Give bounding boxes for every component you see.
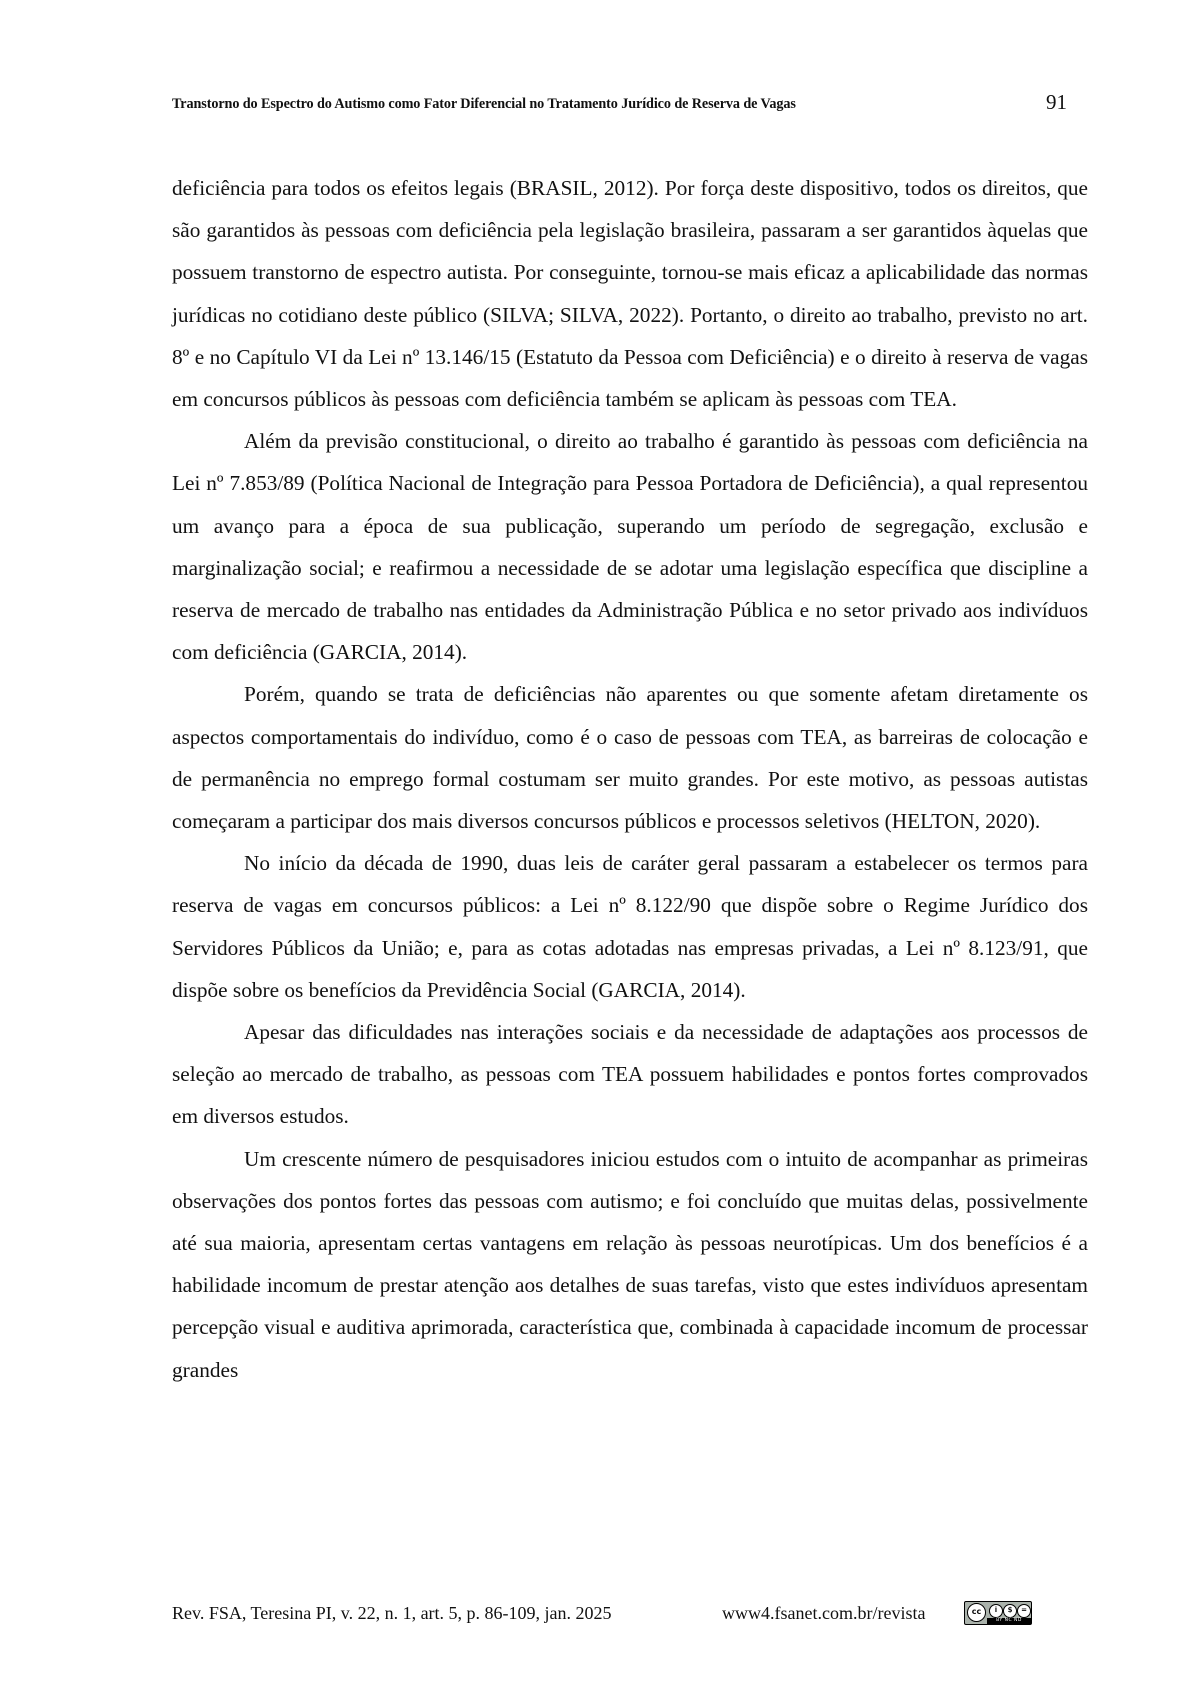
cc-icon: cc — [967, 1603, 986, 1622]
journal-url-link[interactable]: www4.fsanet.com.br/revista — [722, 1603, 926, 1623]
paragraph: Além da previsão constitucional, o direito ao trabalho é garantido às pessoas com deficiência na Lei nº 7.853/89 (Política Nacional de Integração para Pessoa Portadora de Deficiência), a qual representou um avanço para a época de sua publicação, superando um período de segregação, exclusão e marginalização social; e reafirmou a necessidade de se adotar uma legislação específica que discipline a reserva de mercado de trabalho nas entidades da Administração Pública e no setor privado aos indivíduos com deficiência (GARCIA, 2014). — [172, 429, 1088, 665]
paragraph: Porém, quando se trata de deficiências não aparentes ou que somente afetam diretamente os aspectos comportamentais do indivíduo, como é o caso de pessoas com TEA, as barreiras de colocação e de permanência no emprego formal costumam ser muito grandes. Por este motivo, as pessoas autistas começaram a participar dos mais diversos concursos públicos e processos seletivos (HELTON, 2020). — [172, 682, 1088, 834]
running-header-title: Transtorno do Espectro do Autismo como Fator Diferencial no Tratamento Jurídico de Reserva de Vagas — [172, 96, 796, 112]
attribution-icon: i — [989, 1604, 1003, 1618]
paragraph: deficiência para todos os efeitos legais (BRASIL, 2012). Por força deste dispositivo, todos os direitos, que são garantidos às pessoas com deficiência pela legislação brasileira, passaram a ser garantidos àquelas que possuem transtorno de espectro autista. Por conseguinte, tornou-se mais eficaz a aplicabilidade das normas jurídicas no cotidiano deste público (SILVA; SILVA, 2022). Portanto, o direito ao trabalho, previsto no art. 8º e no Capítulo VI da Lei nº 13.146/15 (Estatuto da Pessoa com Deficiência) e o direito à reserva de vagas em concursos públicos às pessoas com deficiência também se aplicam às pessoas com TEA. — [172, 176, 1088, 412]
non-commercial-icon: $ — [1003, 1604, 1017, 1618]
no-derivatives-icon: = — [1017, 1604, 1031, 1618]
paragraph: No início da década de 1990, duas leis de caráter geral passaram a estabelecer os termos para reserva de vagas em concursos públicos: a Lei nº 8.122/90 que dispõe sobre o Regime Jurídico dos Servidores Públicos da União; e, para as cotas adotadas nas empresas privadas, a Lei nº 8.123/91, que dispõe sobre os benefícios da Previdência Social (GARCIA, 2014). — [172, 851, 1088, 1002]
license-tags: BY NC ND — [987, 1618, 1031, 1624]
page-number: 91 — [1046, 90, 1067, 114]
body-text — [172, 167, 1088, 1391]
creative-commons-by-nc-nd-icon[interactable] — [964, 1601, 1032, 1625]
journal-citation: Rev. FSA, Teresina PI, v. 22, n. 1, art. 5, p. 86-109, jan. 2025 — [172, 1603, 612, 1623]
paragraph: Apesar das dificuldades nas interações sociais e da necessidade de adaptações aos processos de seleção ao mercado de trabalho, as pessoas com TEA possuem habilidades e pontos fortes comprovados em diversos estudos. — [172, 1020, 1088, 1129]
paragraph: Um crescente número de pesquisadores iniciou estudos com o intuito de acompanhar as primeiras observações dos pontos fortes das pessoas com autismo; e foi concluído que muitas delas, possivelmente até sua maioria, apresentam certas vantagens em relação às pessoas neurotípicas. Um dos benefícios é a habilidade incomum de prestar atenção aos detalhes de suas tarefas, visto que estes indivíduos apresentam percepção visual e auditiva aprimorada, característica que, combinada à capacidade incomum de processar grandes — [172, 1146, 1088, 1382]
